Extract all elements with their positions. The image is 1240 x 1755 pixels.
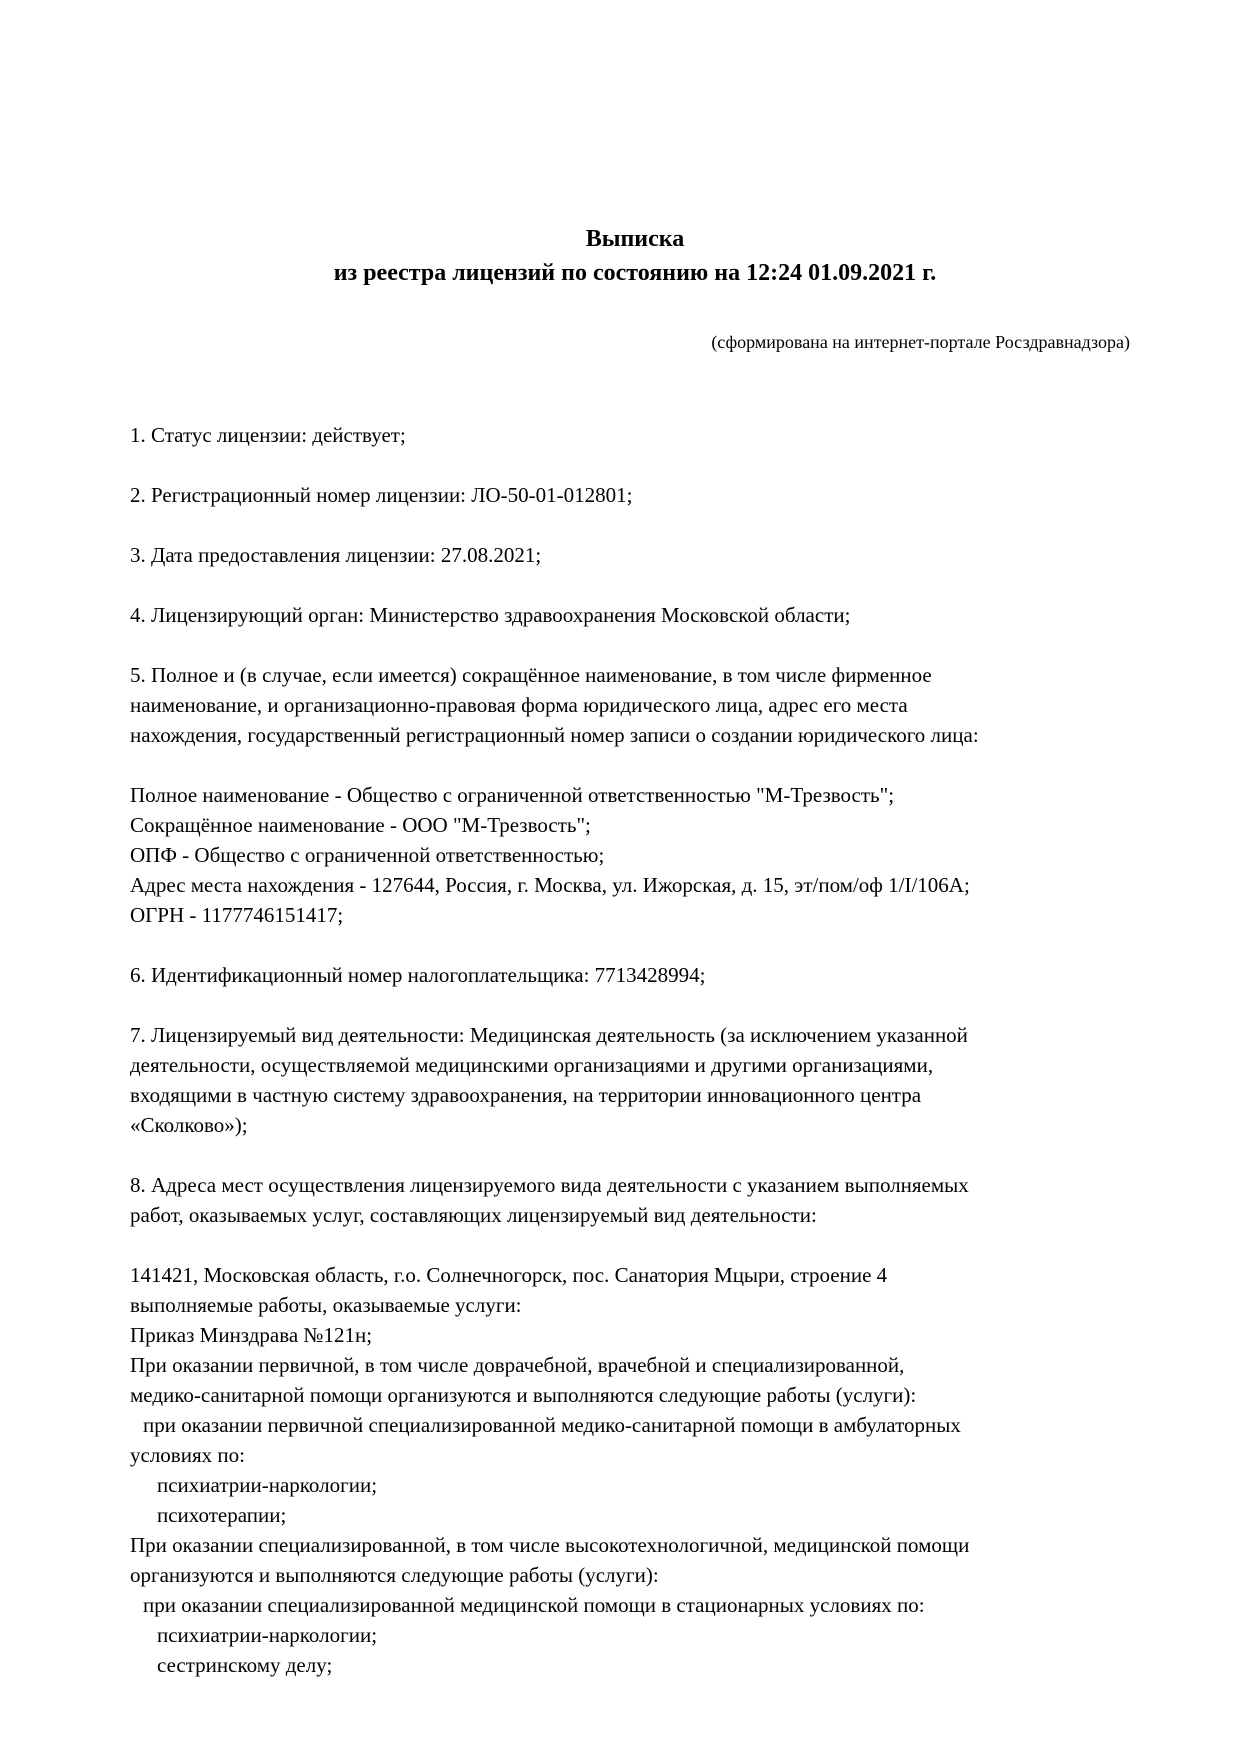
- paragraph: [130, 600, 1140, 630]
- text-line: 3. Дата предоставления лицензии: 27.08.2021;: [130, 543, 542, 567]
- document-subtitle: (сформирована на интернет-портале Росздравнадзора): [711, 332, 1130, 352]
- text-line: Сокращённое наименование - ООО "М-Трезвость";: [130, 813, 591, 837]
- paragraph: [130, 1170, 1140, 1230]
- paragraph: [130, 480, 1140, 510]
- text-line: наименование, и организационно-правовая форма юридического лица, адрес его места: [130, 693, 908, 717]
- text-line: при оказании специализированной медицинской помощи в стационарных условиях по:: [143, 1593, 925, 1617]
- text-line: выполняемые работы, оказываемые услуги:: [130, 1293, 522, 1317]
- text-line: условиях по:: [130, 1443, 245, 1467]
- title-line-1: Выписка: [585, 226, 685, 252]
- text-line: медико-санитарной помощи организуются и выполняются следующие работы (услуги):: [130, 1383, 917, 1407]
- text-line: Приказ Минздрава №121н;: [130, 1323, 373, 1347]
- text-line: при оказании первичной специализированной медико-санитарной помощи в амбулаторных: [143, 1413, 961, 1437]
- text-line: 141421, Московская область, г.о. Солнечногорск, пос. Санатория Мцыри, строение 4: [130, 1263, 888, 1287]
- text-line: деятельности, осуществляемой медицинскими организациями и другими организациями,: [130, 1053, 934, 1077]
- text-line: Адрес места нахождения - 127644, Россия, г. Москва, ул. Ижорская, д. 15, эт/пом/оф 1/I/106А;: [130, 873, 970, 897]
- text-line: психиатрии-наркологии;: [157, 1473, 378, 1497]
- text-line: психотерапии;: [157, 1503, 287, 1527]
- paragraph: [130, 420, 1140, 450]
- text-line: 6. Идентификационный номер налогоплательщика: 7713428994;: [130, 963, 706, 987]
- paragraph: [130, 1020, 1140, 1140]
- text-line: сестринскому делу;: [157, 1653, 333, 1677]
- text-line: 4. Лицензирующий орган: Министерство здравоохранения Московской области;: [130, 603, 851, 627]
- paragraph: [130, 1260, 1140, 1680]
- text-line: ОГРН - 1177746151417;: [130, 903, 344, 927]
- text-line: При оказании первичной, в том числе доврачебной, врачебной и специализированной,: [130, 1353, 905, 1377]
- paragraph: [130, 660, 1140, 750]
- text-line: 5. Полное и (в случае, если имеется) сокращённое наименование, в том числе фирменное: [130, 663, 932, 687]
- text-line: 2. Регистрационный номер лицензии: ЛО-50-01-012801;: [130, 483, 633, 507]
- text-line: «Сколково»);: [130, 1113, 248, 1137]
- text-line: ОПФ - Общество с ограниченной ответственностью;: [130, 843, 605, 867]
- text-line: психиатрии-наркологии;: [157, 1623, 378, 1647]
- paragraph: [130, 960, 1140, 990]
- text-line: работ, оказываемых услуг, составляющих лицензируемый вид деятельности:: [130, 1203, 817, 1227]
- title-line-2: из реестра лицензий по состоянию на 12:24 01.09.2021 г.: [333, 260, 937, 286]
- text-line: 8. Адреса мест осуществления лицензируемого вида деятельности с указанием выполняемых: [130, 1173, 969, 1197]
- text-line: Полное наименование - Общество с ограниченной ответственностью "М-Трезвость";: [130, 783, 895, 807]
- paragraph: [130, 540, 1140, 570]
- document-title: [130, 222, 1140, 290]
- paragraph: [130, 780, 1140, 930]
- text-line: При оказании специализированной, в том числе высокотехнологичной, медицинской помощи: [130, 1533, 970, 1557]
- text-line: нахождения, государственный регистрационный номер записи о создании юридического лица:: [130, 723, 979, 747]
- text-line: 7. Лицензируемый вид деятельности: Медицинская деятельность (за исключением указанной: [130, 1023, 968, 1047]
- document-body: [130, 420, 1140, 1680]
- text-line: 1. Статус лицензии: действует;: [130, 423, 406, 447]
- text-line: организуются и выполняются следующие работы (услуги):: [130, 1563, 659, 1587]
- text-line: входящими в частную систему здравоохранения, на территории инновационного центра: [130, 1083, 922, 1107]
